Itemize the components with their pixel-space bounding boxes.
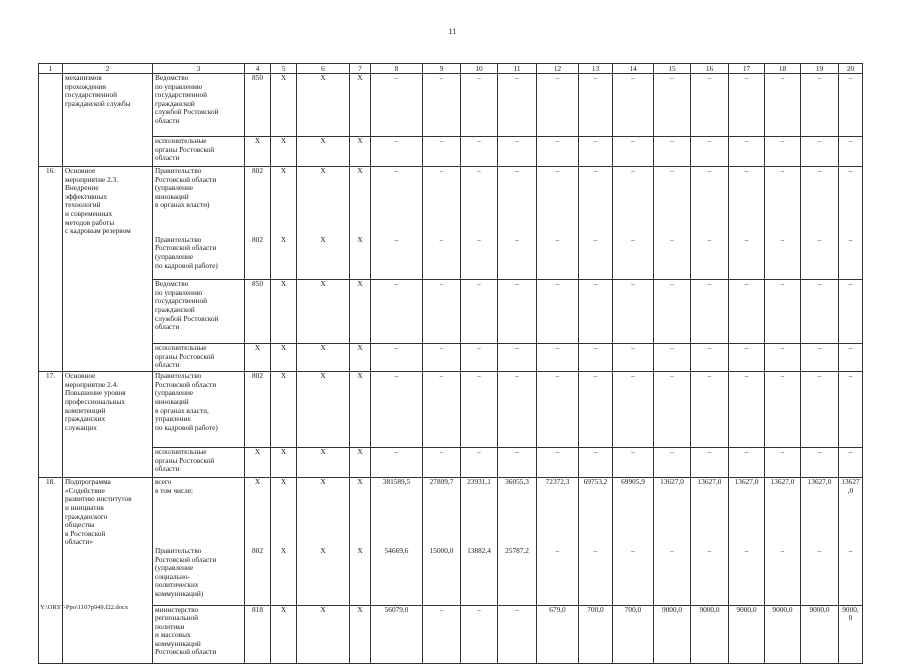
value-cell: 850 (245, 74, 271, 137)
value-cell: – (613, 372, 654, 448)
value-cell: – (839, 74, 863, 137)
value-cell: – (801, 137, 839, 167)
row-number-cell (39, 547, 63, 605)
value-cell: – (839, 167, 863, 236)
value-cell: 13627,0 (801, 478, 839, 547)
value-cell: X (350, 74, 371, 137)
header-cell: 11 (498, 64, 537, 74)
header-cell: 1 (39, 64, 63, 74)
executor-cell: Правительство Ростовской области (управление инноваций в органах власти) (153, 167, 245, 236)
value-cell: – (613, 236, 654, 280)
value-cell: – (729, 344, 765, 372)
value-cell: 818 (245, 605, 271, 663)
value-cell: – (579, 372, 613, 448)
value-cell: – (613, 547, 654, 605)
header-cell: 5 (271, 64, 297, 74)
value-cell: – (839, 344, 863, 372)
value-cell: – (729, 74, 765, 137)
value-cell: – (579, 137, 613, 167)
header-cell: 16 (691, 64, 729, 74)
value-cell: – (654, 280, 691, 344)
value-cell: – (691, 236, 729, 280)
value-cell: 36055,3 (498, 478, 537, 547)
value-cell: – (537, 372, 579, 448)
value-cell: 69905,9 (613, 478, 654, 547)
value-cell: – (423, 137, 461, 167)
row-number-cell (39, 448, 63, 478)
value-cell: – (613, 280, 654, 344)
value-cell: – (537, 280, 579, 344)
value-cell: – (654, 372, 691, 448)
value-cell: – (498, 605, 537, 663)
value-cell: – (654, 236, 691, 280)
program-name-cell (63, 280, 153, 344)
value-cell: – (423, 167, 461, 236)
value-cell: – (371, 280, 423, 344)
header-cell: 18 (765, 64, 801, 74)
value-cell: 13627,0 (765, 478, 801, 547)
header-cell: 20 (839, 64, 863, 74)
value-cell: X (297, 372, 350, 448)
value-cell: – (765, 344, 801, 372)
value-cell: – (461, 137, 498, 167)
executor-cell: исполнительные органы Ростовской области (153, 344, 245, 372)
value-cell: – (579, 280, 613, 344)
value-cell: – (691, 280, 729, 344)
table-row (39, 478, 863, 547)
value-cell: – (423, 236, 461, 280)
program-name-cell: Основное мероприятие 2.3. Внедрение эффективных технологий и современных методов работы с кадровым резервом (63, 167, 153, 236)
value-cell: – (691, 547, 729, 605)
value-cell: – (729, 547, 765, 605)
value-cell: – (537, 137, 579, 167)
value-cell: X (271, 280, 297, 344)
program-name-cell (63, 236, 153, 280)
value-cell: X (245, 448, 271, 478)
value-cell: 802 (245, 372, 271, 448)
value-cell: X (297, 605, 350, 663)
value-cell: – (371, 74, 423, 137)
value-cell: 25787,2 (498, 547, 537, 605)
value-cell: X (297, 344, 350, 372)
value-cell: X (297, 547, 350, 605)
program-name-cell: механизмов прохождения государственной гражданской службы (63, 74, 153, 137)
value-cell: – (801, 547, 839, 605)
value-cell: – (729, 167, 765, 236)
row-number-cell (39, 236, 63, 280)
value-cell: – (801, 167, 839, 236)
header-cell: 6 (297, 64, 350, 74)
header-cell: 19 (801, 64, 839, 74)
table-row (39, 236, 863, 280)
value-cell: – (579, 448, 613, 478)
value-cell: 27809,7 (423, 478, 461, 547)
value-cell: – (461, 372, 498, 448)
value-cell: – (613, 448, 654, 478)
value-cell: – (498, 280, 537, 344)
executor-cell: всего в том числе: (153, 478, 245, 547)
page-number: 11 (448, 27, 457, 36)
value-cell: – (801, 74, 839, 137)
row-number-cell (39, 74, 63, 137)
value-cell: – (654, 344, 691, 372)
value-cell: X (350, 478, 371, 547)
table-row (39, 74, 863, 137)
value-cell: – (537, 236, 579, 280)
value-cell: – (839, 236, 863, 280)
header-cell: 17 (729, 64, 765, 74)
value-cell: X (297, 74, 350, 137)
value-cell: 69753,2 (579, 478, 613, 547)
value-cell: – (839, 372, 863, 448)
value-cell: X (271, 137, 297, 167)
value-cell: X (350, 372, 371, 448)
value-cell: X (297, 280, 350, 344)
value-cell: – (579, 344, 613, 372)
value-cell: – (691, 137, 729, 167)
value-cell: – (537, 448, 579, 478)
executor-cell: Ведомство по управлению государственной гражданской службой Ростовской области (153, 74, 245, 137)
value-cell: – (498, 74, 537, 137)
value-cell: X (297, 137, 350, 167)
value-cell: 802 (245, 547, 271, 605)
value-cell: – (423, 605, 461, 663)
value-cell: X (271, 74, 297, 137)
value-cell: 700,0 (613, 605, 654, 663)
value-cell: X (245, 137, 271, 167)
row-number-cell: 17. (39, 372, 63, 448)
value-cell: – (765, 74, 801, 137)
value-cell: – (765, 372, 801, 448)
header-cell: 2 (63, 64, 153, 74)
header-cell: 13 (579, 64, 613, 74)
value-cell: 9000,0 (839, 605, 863, 663)
value-cell: – (461, 605, 498, 663)
value-cell: – (613, 74, 654, 137)
value-cell: 9000,0 (801, 605, 839, 663)
footer-file-path: Y:\ORST-Ppo\1107p949.f22.docx (40, 604, 129, 611)
row-number-cell (39, 137, 63, 167)
header-cell: 12 (537, 64, 579, 74)
program-name-cell (63, 344, 153, 372)
table-row (39, 167, 863, 236)
value-cell: – (537, 344, 579, 372)
value-cell: – (498, 137, 537, 167)
program-name-cell: Подпрограмма «Содействие развитию институтов и инициатив гражданского общества в Ростовской области» (63, 478, 153, 547)
value-cell: 700,0 (579, 605, 613, 663)
value-cell: – (371, 372, 423, 448)
value-cell: – (423, 344, 461, 372)
value-cell: X (350, 605, 371, 663)
header-cell: 14 (613, 64, 654, 74)
executor-cell: исполнительные органы Ростовской области (153, 448, 245, 478)
value-cell: 13627,0 (839, 478, 863, 547)
value-cell: 13627,0 (729, 478, 765, 547)
value-cell: X (271, 478, 297, 547)
value-cell: – (461, 344, 498, 372)
value-cell: – (423, 74, 461, 137)
value-cell: – (423, 280, 461, 344)
value-cell: 679,0 (537, 605, 579, 663)
value-cell: 23931,1 (461, 478, 498, 547)
value-cell: X (271, 236, 297, 280)
value-cell: 9000,0 (765, 605, 801, 663)
value-cell: X (271, 547, 297, 605)
value-cell: – (801, 448, 839, 478)
value-cell: – (729, 280, 765, 344)
program-name-cell (63, 605, 153, 663)
value-cell: – (371, 344, 423, 372)
value-cell: – (537, 167, 579, 236)
header-cell: 4 (245, 64, 271, 74)
value-cell: – (537, 547, 579, 605)
value-cell: – (613, 167, 654, 236)
value-cell: 850 (245, 280, 271, 344)
value-cell: X (271, 448, 297, 478)
value-cell: – (691, 74, 729, 137)
value-cell: – (765, 236, 801, 280)
value-cell: – (801, 372, 839, 448)
table-row (39, 605, 863, 663)
row-number-cell: 18. (39, 478, 63, 547)
value-cell: – (461, 167, 498, 236)
value-cell: – (654, 547, 691, 605)
value-cell: 13627,0 (691, 478, 729, 547)
value-cell: 802 (245, 167, 271, 236)
value-cell: X (297, 448, 350, 478)
value-cell: – (461, 448, 498, 478)
value-cell: – (839, 280, 863, 344)
row-number-cell (39, 605, 63, 663)
value-cell: 9000,0 (654, 605, 691, 663)
program-name-cell (63, 547, 153, 605)
value-cell: – (498, 448, 537, 478)
value-cell: – (729, 372, 765, 448)
executor-cell: министерство региональной политики и массовых коммуникаций Ростовской области (153, 605, 245, 663)
value-cell: – (579, 236, 613, 280)
value-cell: – (613, 137, 654, 167)
value-cell: 54669,6 (371, 547, 423, 605)
value-cell: – (579, 547, 613, 605)
program-name-cell: Основное мероприятие 2.4. Повышение уровня профессиональных компетенций гражданских служащих (63, 372, 153, 448)
program-name-cell (63, 448, 153, 478)
header-row (39, 64, 863, 74)
table-row (39, 372, 863, 448)
value-cell: – (423, 372, 461, 448)
value-cell: – (729, 236, 765, 280)
value-cell: – (765, 280, 801, 344)
value-cell: – (765, 547, 801, 605)
value-cell: – (371, 137, 423, 167)
value-cell: 9000,0 (691, 605, 729, 663)
value-cell: – (498, 372, 537, 448)
value-cell: X (350, 448, 371, 478)
value-cell: – (801, 236, 839, 280)
value-cell: X (245, 344, 271, 372)
value-cell: X (271, 372, 297, 448)
value-cell: – (579, 74, 613, 137)
value-cell: – (498, 344, 537, 372)
value-cell: X (271, 344, 297, 372)
header-cell: 3 (153, 64, 245, 74)
table-row (39, 344, 863, 372)
executor-cell: Правительство Ростовской области (управление социально- политических коммуникаций) (153, 547, 245, 605)
value-cell: – (423, 448, 461, 478)
value-cell: – (461, 236, 498, 280)
value-cell: X (350, 137, 371, 167)
value-cell: – (801, 280, 839, 344)
value-cell: – (729, 137, 765, 167)
value-cell: – (654, 74, 691, 137)
value-cell: 13627,0 (654, 478, 691, 547)
value-cell: 72372,3 (537, 478, 579, 547)
value-cell: – (839, 137, 863, 167)
budget-table (38, 63, 863, 664)
value-cell: – (654, 448, 691, 478)
row-number-cell: 16. (39, 167, 63, 236)
header-cell: 15 (654, 64, 691, 74)
value-cell: 56079,0 (371, 605, 423, 663)
value-cell: – (691, 167, 729, 236)
value-cell: – (765, 137, 801, 167)
value-cell: – (371, 448, 423, 478)
value-cell: – (579, 167, 613, 236)
value-cell: X (350, 344, 371, 372)
value-cell: – (654, 137, 691, 167)
value-cell: – (371, 167, 423, 236)
value-cell: – (691, 448, 729, 478)
value-cell: – (461, 74, 498, 137)
value-cell: – (613, 344, 654, 372)
row-number-cell (39, 344, 63, 372)
value-cell: – (801, 344, 839, 372)
value-cell: – (654, 167, 691, 236)
value-cell: – (839, 547, 863, 605)
value-cell: X (245, 478, 271, 547)
value-cell: – (371, 236, 423, 280)
table-row (39, 448, 863, 478)
row-number-cell (39, 280, 63, 344)
value-cell: 13882,4 (461, 547, 498, 605)
value-cell: 381589,5 (371, 478, 423, 547)
executor-cell: исполнительные органы Ростовской области (153, 137, 245, 167)
value-cell: – (691, 372, 729, 448)
value-cell: 9000,0 (729, 605, 765, 663)
value-cell: X (350, 167, 371, 236)
value-cell: X (297, 478, 350, 547)
executor-cell: Правительство Ростовской области (управление инноваций в органах власти, управление по кадровой работе) (153, 372, 245, 448)
value-cell: X (350, 236, 371, 280)
value-cell: – (839, 448, 863, 478)
value-cell: – (729, 448, 765, 478)
table-row (39, 547, 863, 605)
value-cell: – (498, 236, 537, 280)
value-cell: – (691, 344, 729, 372)
value-cell: X (271, 605, 297, 663)
program-name-cell (63, 137, 153, 167)
value-cell: – (537, 74, 579, 137)
value-cell: – (765, 167, 801, 236)
value-cell: 15000,0 (423, 547, 461, 605)
value-cell: X (297, 167, 350, 236)
value-cell: X (271, 167, 297, 236)
table-row (39, 137, 863, 167)
value-cell: 802 (245, 236, 271, 280)
value-cell: – (765, 448, 801, 478)
header-cell: 9 (423, 64, 461, 74)
value-cell: – (461, 280, 498, 344)
value-cell: X (350, 280, 371, 344)
executor-cell: Ведомство по управлению государственной гражданской службой Ростовской области (153, 280, 245, 344)
value-cell: X (297, 236, 350, 280)
value-cell: X (350, 547, 371, 605)
header-cell: 8 (371, 64, 423, 74)
value-cell: – (498, 167, 537, 236)
header-cell: 10 (461, 64, 498, 74)
executor-cell: Правительство Ростовской области (управление по кадровой работе) (153, 236, 245, 280)
table-row (39, 280, 863, 344)
header-cell: 7 (350, 64, 371, 74)
